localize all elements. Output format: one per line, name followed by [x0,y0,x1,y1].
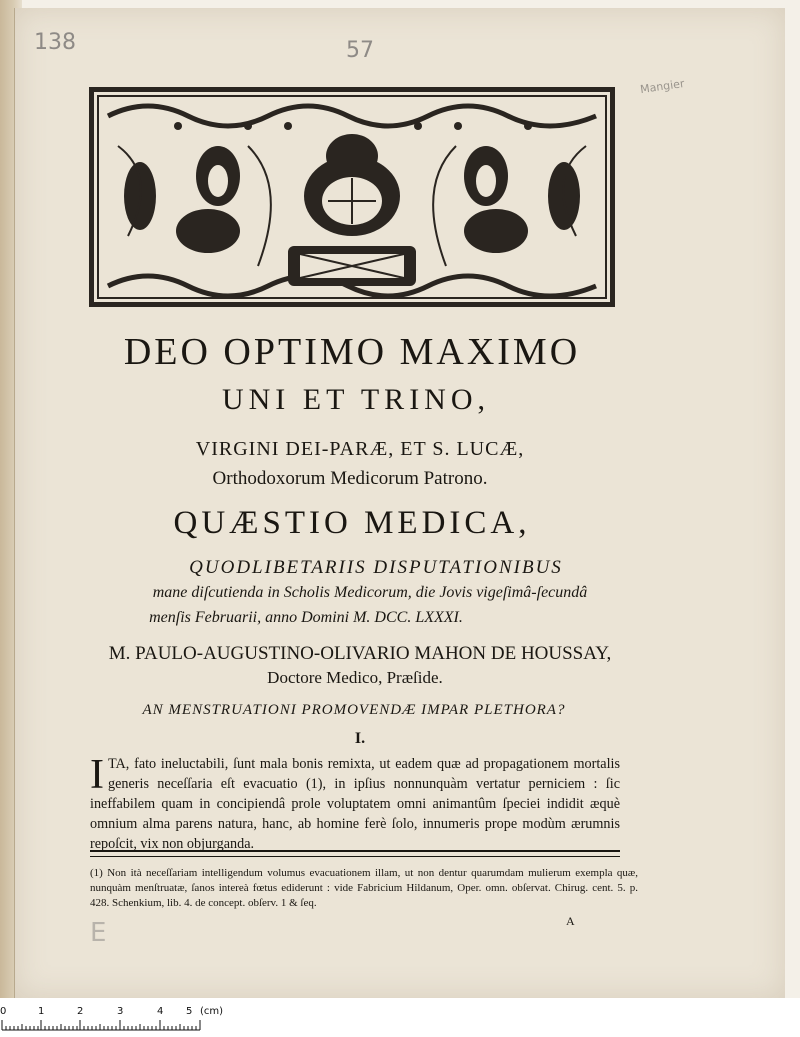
date-line-2: menſis Februarii, anno Domini M. DCC. LXXXI. [149,609,463,626]
president-title: Doctore Medico, Præſide. [267,668,443,687]
signature-mark: A [566,914,575,928]
ruler-label-1: 1 [38,1006,45,1017]
dedication-line-3: VIRGINI DEI-PARÆ, ET S. LUCÆ, [195,438,525,460]
folio-number: 138 [34,30,76,55]
date-line-1: mane diſcutienda in Scholis Medicorum, die Jovis vigeſimâ-ſecundâ [152,584,588,601]
president-name: M. PAULO-AUGUSTINO-OLIVARIO MAHON DE HOUSSAY, [108,643,612,664]
section-number: I. [354,730,366,747]
drop-cap: I [90,752,104,798]
ruler-label-3: 3 [117,1006,124,1017]
page-number: 57 [346,38,374,63]
ruler-label-0: 0 [0,1006,7,1017]
thesis-heading: QUÆSTIO MEDICA, [173,505,531,541]
ruler-unit: (cm) [200,1006,224,1017]
paragraph-text: TA, fato ineluctabili, ſunt mala bonis remixta, ut eadem quæ ad propagationem mortalis generis neceſſaria eſt evacuatio (1), in ipſius nonnunquàm vertatur perniciem : ſic ineffabilem quam in concipiendâ prole voluptatem omni animantûm ſpeciei indidit æquè omnium alma parens natura, hanc, ab homine ferè ſolo, innumeris prope modùm ærumnis repoſcit, vix non objurganda. [90,756,620,852]
dedication-line-2: UNI ET TRINO, [221,383,491,416]
question-text: AN MENSTRUATIONI PROMOVENDÆ IMPAR PLETHORA? [142,702,566,718]
footnote: (1) Non ità neceſſariam intelligendum volumus evacuationem illam, ut non dentur quarumdam mulierum exempla quæ, nunquàm menſtruatæ, ſanos intereà fœtus ediderunt : vide Fabricium Hildanum, Oper. omn. obſervat. Chirug. cent. 5. p. 428. Schenkium, lib. 4. de concept. obſerv. 1 & ſeq. [90,867,638,909]
footnote-rule-thin [90,856,620,857]
woodcut-ornament [88,86,616,308]
margin-stamp: E [90,918,107,948]
subheading: QUODLIBETARIIS DISPUTATIONIBUS [189,557,563,578]
footnote-rule [90,850,620,852]
body-paragraph [90,754,620,854]
ruler-label-2: 2 [77,1006,84,1017]
scale-ruler [0,1004,230,1034]
dedication-line-1: DEO OPTIMO MAXIMO [123,331,581,373]
ruler-label-4: 4 [157,1006,164,1017]
dedication-line-4: Orthodoxorum Medicorum Patrono. [212,468,488,489]
margin-note: Mangier [639,76,686,97]
ruler-label-5: 5 [186,1006,193,1017]
